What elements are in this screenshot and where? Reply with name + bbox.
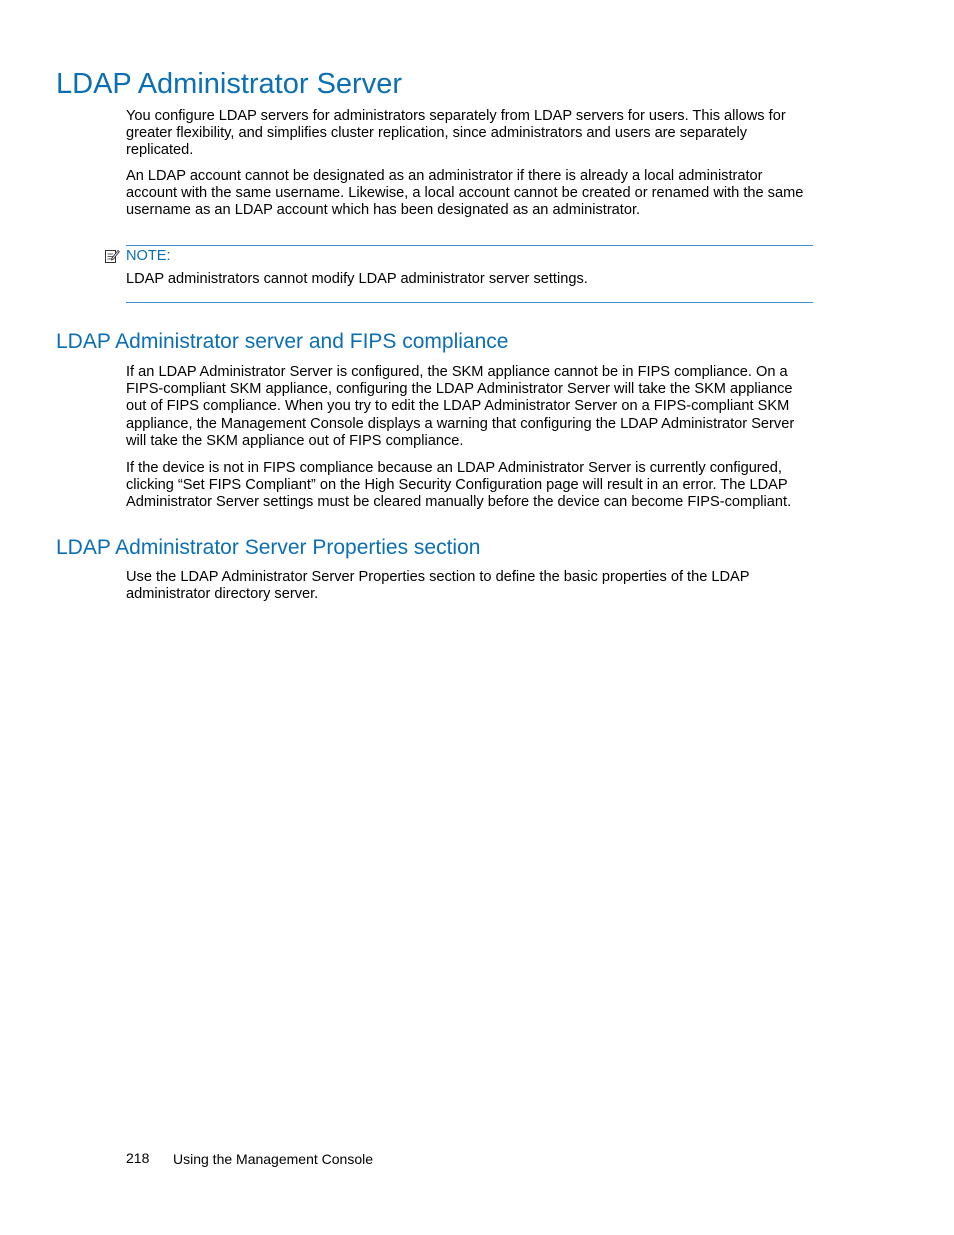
page-number: 218 bbox=[126, 1150, 150, 1166]
text-line: appliance, the Management Console displays a warning that configuring the LDAP Administrator Server bbox=[126, 415, 795, 432]
text-line: If an LDAP Administrator Server is configured, the SKM appliance cannot be in FIPS compliance. On a bbox=[126, 364, 788, 380]
text-line: An LDAP account cannot be designated as an administrator if there is already a local administrator bbox=[126, 168, 763, 184]
text-line: replicated. bbox=[126, 142, 194, 159]
fips-paragraph-2 bbox=[126, 460, 832, 512]
page-title: LDAP Administrator Server bbox=[56, 68, 402, 100]
note-header bbox=[104, 246, 171, 266]
text-line: LDAP administrators cannot modify LDAP administrator server settings. bbox=[126, 271, 588, 287]
note-pencil-icon bbox=[104, 248, 120, 264]
text-line: out of FIPS compliance. When you try to edit the LDAP Administrator Server on a FIPS-compliant SKM bbox=[126, 398, 790, 415]
fips-heading: LDAP Administrator server and FIPS compliance bbox=[56, 330, 509, 353]
text-line: administrator directory server. bbox=[126, 586, 319, 603]
text-line: clicking “Set FIPS Compliant” on the High Security Configuration page will result in an error. The LDAP bbox=[126, 477, 788, 494]
note-label: NOTE: bbox=[126, 247, 171, 264]
text-line: Use the LDAP Administrator Server Properties section to define the basic properties of the LDAP bbox=[126, 569, 750, 585]
text-line: Administrator Server settings must be cleared manually before the device can become FIPS-compliant. bbox=[126, 494, 792, 511]
note-bottom-rule bbox=[126, 302, 813, 303]
text-line: will take the SKM appliance out of FIPS compliance. bbox=[126, 432, 464, 449]
running-footer-title: Using the Management Console bbox=[173, 1151, 374, 1167]
properties-paragraph bbox=[126, 569, 832, 603]
intro-paragraph-1 bbox=[126, 108, 832, 160]
note-text bbox=[126, 271, 832, 288]
properties-heading: LDAP Administrator Server Properties section bbox=[56, 536, 481, 559]
note-top-rule bbox=[126, 245, 813, 246]
intro-paragraph-2 bbox=[126, 168, 832, 220]
text-line: username as an LDAP account which has been designated as an administrator. bbox=[126, 202, 641, 219]
text-line: You configure LDAP servers for administrators separately from LDAP servers for users. This allows for bbox=[126, 108, 786, 124]
fips-paragraph-1 bbox=[126, 364, 832, 450]
text-line: If the device is not in FIPS compliance because an LDAP Administrator Server is currently configured, bbox=[126, 460, 782, 476]
text-line: account with the same username. Likewise, a local account cannot be created or renamed with the same bbox=[126, 185, 804, 202]
text-line: greater flexibility, and simplifies cluster replication, since administrators and users are separately bbox=[126, 125, 748, 142]
text-line: FIPS-compliant SKM appliance, configuring the LDAP Administrator Server will take the SKM appliance bbox=[126, 381, 793, 398]
